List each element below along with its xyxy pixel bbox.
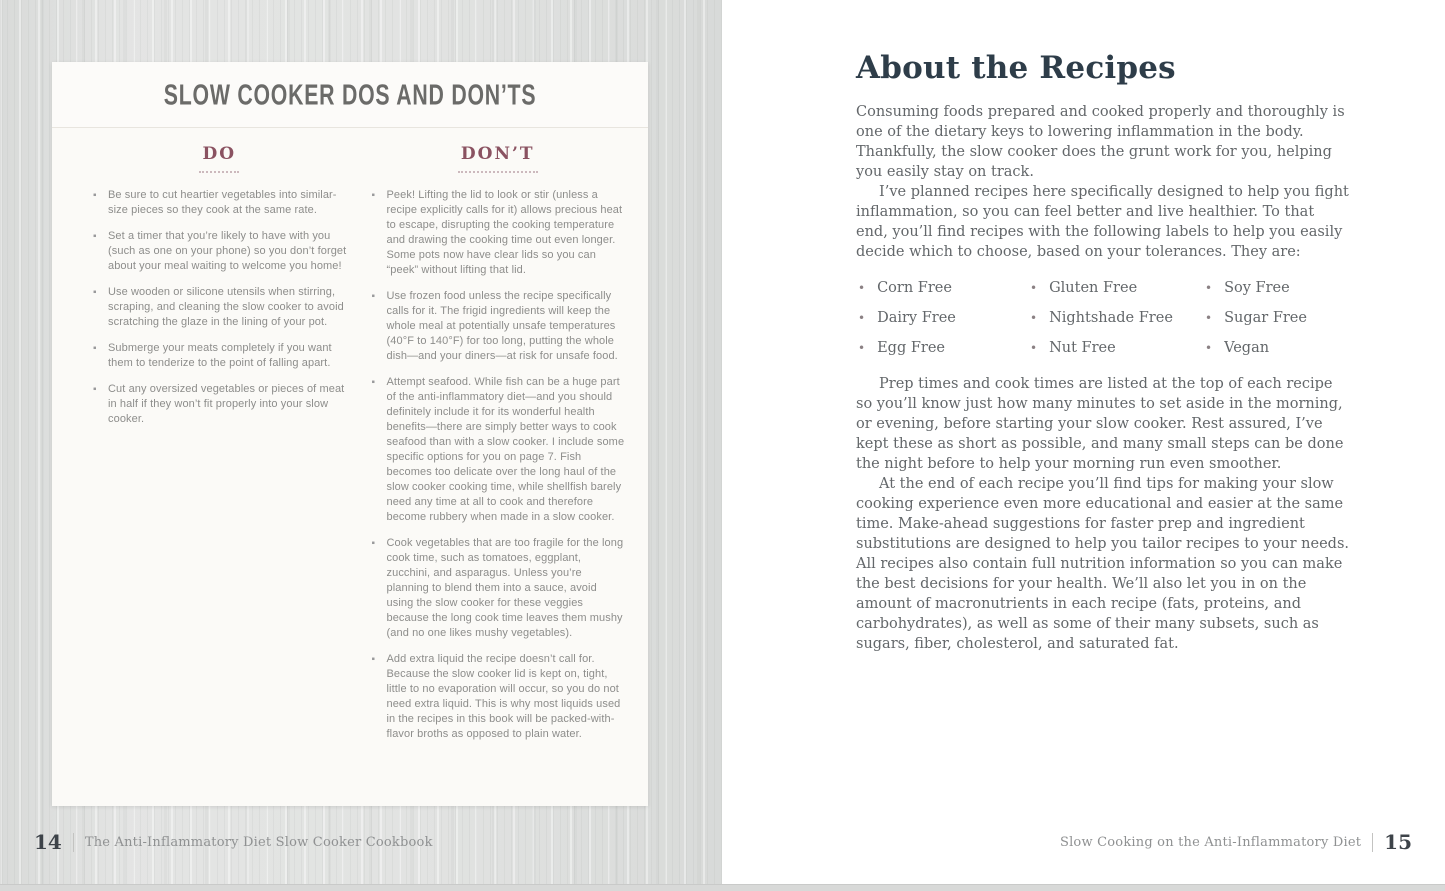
bullet-icon <box>372 536 376 551</box>
footer-divider <box>1372 833 1373 852</box>
dont-list <box>371 188 626 742</box>
do-item <box>92 382 347 427</box>
left-footer-title: The Anti-Inflammatory Diet Slow Cooker Cookbook <box>84 834 433 850</box>
right-page <box>722 0 1445 891</box>
diet-label <box>1030 339 1205 358</box>
bullet-icon <box>858 279 865 298</box>
card-columns <box>52 128 648 753</box>
diet-label-text: Gluten Free <box>1049 280 1138 296</box>
diet-label-text: Nut Free <box>1049 340 1116 356</box>
dont-item <box>371 536 626 641</box>
diet-label-text: Corn Free <box>877 280 952 296</box>
card-title-band <box>52 62 648 128</box>
diet-label <box>858 309 1030 328</box>
bullet-icon <box>372 652 376 667</box>
page-number-right: 15 <box>1384 830 1412 854</box>
do-item <box>92 188 347 218</box>
bullet-icon <box>93 382 97 397</box>
do-list <box>92 188 347 427</box>
do-item-text: Cut any oversized vegetables or pieces of meat in half if they won’t fit properly into your slow cooker. <box>108 383 345 425</box>
bullet-icon <box>93 229 97 244</box>
diet-label-text: Nightshade Free <box>1049 310 1173 326</box>
diet-label <box>1205 309 1350 328</box>
do-column <box>92 142 347 753</box>
bullet-icon <box>1030 309 1037 328</box>
diet-label-grid <box>858 279 1350 358</box>
dont-column <box>371 142 626 753</box>
paragraph: I’ve planned recipes here specifically designed to help you fight inflammation, so you can feel better and live healthier. To that end, you’ll find recipes with the following labels to help you easily decide which to choose, based on your tolerances. They are: <box>856 184 1349 260</box>
diet-label-text: Egg Free <box>877 340 945 356</box>
diet-label <box>1030 309 1205 328</box>
do-item-text: Be sure to cut heartier vegetables into similar-size pieces so they cook at the same rate. <box>108 189 337 216</box>
do-item-text: Set a timer that you’re likely to have with you (such as one on your phone) so you don’t forget about your meal waiting to welcome you home! <box>108 230 347 272</box>
bullet-icon <box>1030 279 1037 298</box>
diet-label <box>858 339 1030 358</box>
diet-label <box>1205 339 1350 358</box>
dont-item <box>371 289 626 364</box>
dont-item-text: Add extra liquid the recipe doesn’t call for. Because the slow cooker lid is kept on, tight, little to no evaporation will occur, so you do not need extra liquid. This is why most liquids used in the recipes in this book will be packed-with-flavor broths as opposed to plain water. <box>386 653 621 740</box>
dont-item-text: Use frozen food unless the recipe specifically calls for it. The frigid ingredients will keep the whole meal at potentially unsafe temperatures (40°F to 140°F) for too long, putting the whole dish—and your diners—at risk for unsafe food. <box>386 290 618 362</box>
paragraph: Consuming foods prepared and cooked properly and thoroughly is one of the dietary keys to lowering inflammation in the body. Thankfully, the slow cooker does the grunt work for you, helping you easily stay on track. <box>856 104 1345 180</box>
diet-label-text: Soy Free <box>1224 280 1290 296</box>
do-item-text: Use wooden or silicone utensils when stirring, scraping, and cleaning the slow cooker to avoid scratching the glaze in the lining of your pot. <box>108 286 344 328</box>
about-recipes-section <box>856 50 1350 654</box>
right-footer-title: Slow Cooking on the Anti-Inflammatory Diet <box>1059 834 1362 850</box>
bullet-icon <box>372 375 376 390</box>
section-heading: About the Recipes <box>856 50 1176 86</box>
dont-item <box>371 188 626 278</box>
dont-item-text: Peek! Lifting the lid to look or stir (unless a recipe explicitly calls for it) allows precious heat to escape, disrupting the cooking temperature and drawing the cooking time out even longer. Some pots now have clear lids so you can “peek” without lifting that lid. <box>386 189 623 276</box>
do-item <box>92 229 347 274</box>
bullet-icon <box>372 188 376 203</box>
diet-label-text: Vegan <box>1224 340 1270 356</box>
bullet-icon <box>1205 309 1212 328</box>
bullet-icon <box>93 341 97 356</box>
card-title: SLOW COOKER DOS AND DON’TS <box>163 77 537 111</box>
do-heading-label: DO <box>199 144 239 173</box>
do-heading <box>92 142 347 173</box>
right-page-footer <box>1060 829 1412 855</box>
bullet-icon <box>93 285 97 300</box>
paragraph: Prep times and cook times are listed at the top of each recipe so you’ll know just how many minutes to set aside in the morning, or evening, before starting your slow cooker. Rest assured, I’ve kept these as short as possible, and many small steps can be done the night before to help your morning run even smoother. <box>856 376 1344 472</box>
diet-label <box>858 279 1030 298</box>
dont-item-text: Cook vegetables that are too fragile for the long cook time, such as tomatoes, eggplant, zucchini, and asparagus. Unless you’re planning to blend them into a sauce, avoid using the slow cooker for these veggies because the long cook time leaves them mushy (and no one likes mushy vegetables). <box>386 537 624 639</box>
bullet-icon <box>93 188 97 203</box>
footer-divider <box>73 833 74 852</box>
left-page <box>0 0 722 891</box>
do-item-text: Submerge your meats completely if you want them to tenderize to the point of falling apart. <box>108 342 332 369</box>
paragraph: At the end of each recipe you’ll find tips for making your slow cooking experience even more educational and easier at the same time. Make-ahead suggestions for faster prep and ingredient substitutions are designed to help you tailor recipes to your needs. All recipes also contain full nutrition information so you can make the best decisions for your health. We’ll also let you in on the amount of macronutrients in each recipe (fats, proteins, and carbohydrates), as well as some of their many subsets, such as sugars, fiber, cholesterol, and saturated fat. <box>856 476 1349 652</box>
dont-item <box>371 375 626 525</box>
dont-heading-label: DON’T <box>458 144 538 173</box>
bullet-icon <box>372 289 376 304</box>
diet-label-text: Dairy Free <box>877 310 956 326</box>
bullet-icon <box>858 309 865 328</box>
dont-heading <box>371 142 626 173</box>
do-item <box>92 285 347 330</box>
left-page-footer <box>34 829 433 855</box>
photo-bottom-edge <box>0 884 1445 891</box>
bullet-icon <box>1205 339 1212 358</box>
dos-donts-card <box>52 62 648 806</box>
page-number-left: 14 <box>34 830 62 854</box>
diet-label <box>1205 279 1350 298</box>
bullet-icon <box>1205 279 1212 298</box>
dont-item <box>371 652 626 742</box>
bullet-icon <box>858 339 865 358</box>
bullet-icon <box>1030 339 1037 358</box>
diet-label-text: Sugar Free <box>1224 310 1307 326</box>
diet-label <box>1030 279 1205 298</box>
dont-item-text: Attempt seafood. While fish can be a huge part of the anti-inflammatory diet—and you should definitely include it for its wonderful health benefits—there are simply better ways to cook seafood than with a slow cooker. I include some specific options for you on page 7. Fish becomes too delicate over the long haul of the slow cooker cooking time, while shellfish barely need any time at all to cook and therefore become rubbery when made in a slow cooker. <box>386 376 625 523</box>
do-item <box>92 341 347 371</box>
